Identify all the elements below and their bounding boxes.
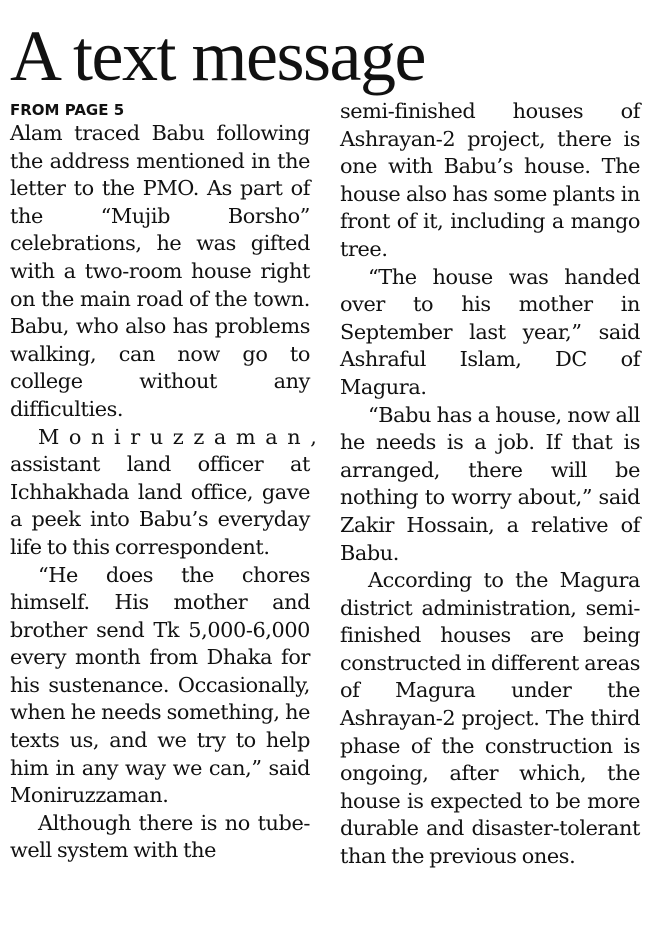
paragraph: Alam traced Babu following the address mentioned in the letter to the PMO. As part of the “Mujib Borsho” celebrations, he was gifted with a two-room house right on the main road of the town. Babu, who also has problems walking, can now go to college without any difficulties. xyxy=(10,121,310,421)
left-column xyxy=(10,97,327,865)
headline: A text message xyxy=(10,16,425,96)
paragraph: “Babu has a house, now all he needs is a job. If that is arranged, there will be nothing to worry about,” said Zakir Hossain, a relative of Babu. xyxy=(340,402,640,565)
paragraph-text: assistant land officer at Ichhakhada land office, gave a peek into Babu’s everyday life to this correspondent. xyxy=(10,452,310,559)
paragraph: semi-finished houses of Ashrayan-2 project, there is one with Babu’s house. The house also has some plants in front of it, including a mango tree. xyxy=(340,99,640,261)
paragraph: Although there is no tube-well system with the xyxy=(10,810,310,863)
spaced-name: Moniruzzaman, xyxy=(38,424,327,449)
paragraph xyxy=(10,424,327,562)
right-column xyxy=(340,98,640,871)
paragraph: “The house was handed over to his mother in September last year,” said Ashraful Islam, DC of Magura. xyxy=(340,264,640,399)
paragraph: According to the Magura district administration, semi-finished houses are being constructed in different areas of Magura under the Ashrayan-2 project. The third phase of the construction is ongoing, after which, the house is expected to be more durable and disaster-tolerant than the previous ones. xyxy=(340,568,640,869)
continuation-kicker: FROM PAGE 5 xyxy=(10,101,125,119)
paragraph: “He does the chores himself. His mother and brother send Tk 5,000-6,000 every month from Dhaka for his sustenance. Occasionally, when he needs something, he texts us, and we try to help him in any way we can,” said Moniruzzaman. xyxy=(10,562,310,808)
